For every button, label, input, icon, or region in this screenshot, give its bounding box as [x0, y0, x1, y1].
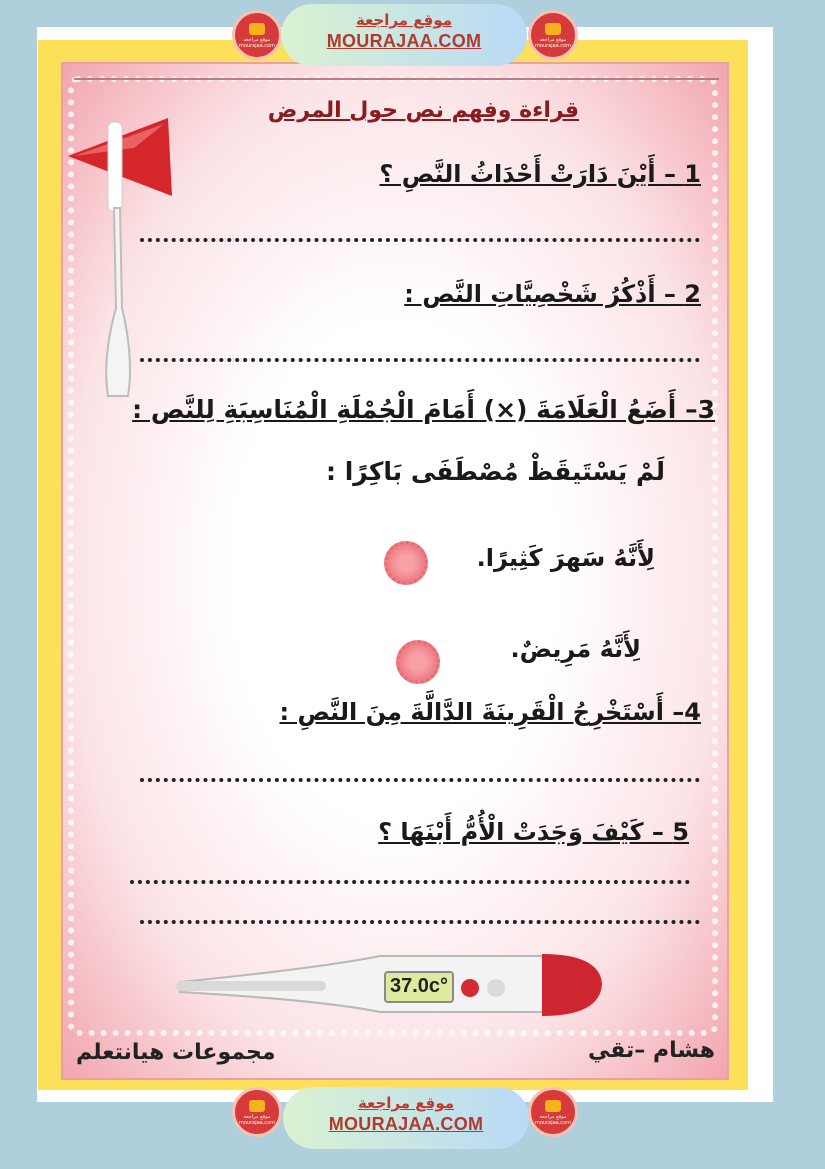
question-3-statement: لَمْ يَسْتَيقَظْ مُصْطَفَى بَاكِرًا : — [326, 457, 665, 486]
credit-groups: مجموعات هيانتعلم — [76, 1040, 276, 1065]
site-footer-link[interactable] — [283, 1087, 529, 1149]
question-5: 5 – كَيْفَ وَجَدَتْ الْأُمُّ أَبْنَهَا ؟ — [378, 818, 689, 846]
answer-line-5a[interactable] — [130, 880, 690, 884]
site-logo-icon[interactable]: موقع مراجعة mourajaa.com — [528, 10, 578, 60]
site-logo-icon[interactable]: موقع مراجعة mourajaa.com — [528, 1087, 578, 1137]
site-logo-icon[interactable]: موقع مراجعة mourajaa.com — [232, 1087, 282, 1137]
header-english-label: MOURAJAA.COM — [326, 31, 482, 51]
answer-line-5b[interactable] — [140, 920, 700, 924]
site-header-link[interactable] — [281, 4, 527, 66]
credit-author: هشام –تقي — [587, 1038, 715, 1063]
thermometer-reading: 37.0c° — [390, 975, 449, 997]
virus-icon[interactable] — [396, 640, 440, 684]
question-3: 3– أَضَعُ الْعَلَامَةَ (×) أَمَامَ الْجُمْلَةِ الْمُنَاسِبَةِ لِلنَّص : — [132, 395, 715, 424]
reflex-hammer-icon — [64, 108, 179, 408]
top-divider — [74, 78, 719, 80]
question-2: 2 – أَذْكُرُ شَخْصِيَّاتِ النَّص : — [404, 280, 701, 308]
answer-line-1[interactable] — [140, 238, 700, 242]
question-4: 4– أَسْتَخْرِجُ الْقَرِينَةَ الدَّالَّةَ مِنَ النَّصِ : — [279, 698, 701, 726]
site-logo-icon[interactable]: موقع مراجعة mourajaa.com — [232, 10, 282, 60]
worksheet-title: قراءة وفهم نص حول المرض — [267, 98, 579, 123]
question-1: 1 – أَيْنَ دَارَتْ أَحْدَاثُ النَّصِ ؟ — [379, 160, 701, 188]
footer-arabic-label: موقع مراجعة — [357, 1094, 455, 1112]
answer-line-2[interactable] — [140, 358, 700, 362]
option-2-text: لِأَنَّهُ مَرِيضٌ. — [510, 635, 641, 663]
header-arabic-label: موقع مراجعة — [355, 11, 453, 29]
virus-icon[interactable] — [384, 541, 428, 585]
answer-line-4[interactable] — [140, 778, 700, 782]
option-1-text: لِأَنَّهُ سَهرَ كَثِيرًا. — [476, 544, 655, 572]
footer-english-label: MOURAJAA.COM — [328, 1114, 484, 1134]
